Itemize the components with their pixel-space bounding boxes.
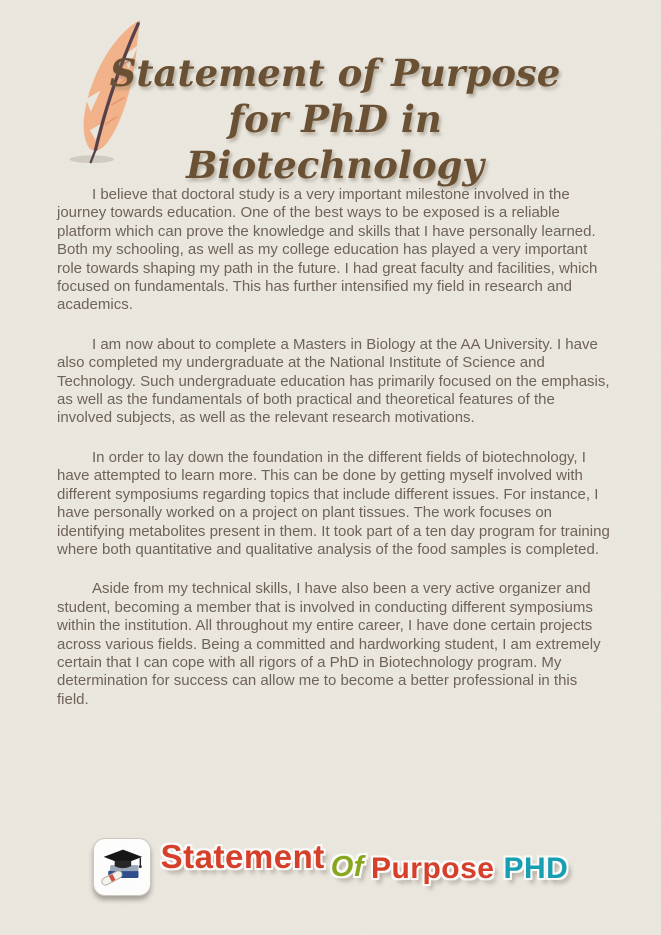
brand-word-statement: Statement [160, 838, 325, 875]
sop-paragraph-1: I believe that doctoral study is a very important milestone involved in the journey towards education. One of the best ways to be exposed is a reliable platform which can prove the knowledge and skills that I have personally learned. Both my schooling, as well as my college education has played a very important role towards shaping my path in the future. I had great faculty and facilities, which focused on fundamentals. This has further intensified my field in research and academics. [57, 186, 598, 314]
page-title-line1: Statement of Purpose [109, 51, 561, 95]
brand-word-purpose: Purpose [370, 852, 495, 885]
document-body [57, 186, 613, 730]
logo-badge [93, 838, 151, 896]
brand-word-of: Of [330, 851, 364, 883]
sop-paragraph-4: Aside from my technical skills, I have also been a very active organizer and student, becoming a member that is involved in conducting different symposiums within the institution. All throughout my entire career, I have done certain projects across various fields. Being a committed and hardworking student, I am extremely certain that I can cope with all rigors of a PhD in Biotechnology program. My determination for success can allow me to become a better professional in this field. [57, 580, 601, 708]
graduation-cap-books-icon [100, 845, 144, 889]
sop-paragraph-3: In order to lay down the foundation in the different fields of biotechnology, I have attempted to learn more. This can be done by getting myself involved with different symposiums regarding topics that include different issues. For instance, I have personally worked on a project on plant tissues. The work focuses on identifying metabolites present in them. It took part of a ten day program for training where both quantitative and qualitative analysis of the food samples is completed. [57, 448, 610, 558]
page-title [90, 50, 580, 188]
brand-word-phd: PHD [503, 852, 569, 885]
page-title-line2: for PhD in Biotechnology [186, 97, 484, 187]
sop-paragraph-2: I am now about to complete a Masters in Biology at the AA University. I have also completed my undergraduate at the National Institute of Science and Technology. Such undergraduate education has primarily focused on the emphasis, as well as the fundamentals of both practical and theoretical features of the involved subjects, as well as the relevant research motivations. [57, 335, 610, 427]
brand-logo[interactable] [0, 838, 661, 896]
